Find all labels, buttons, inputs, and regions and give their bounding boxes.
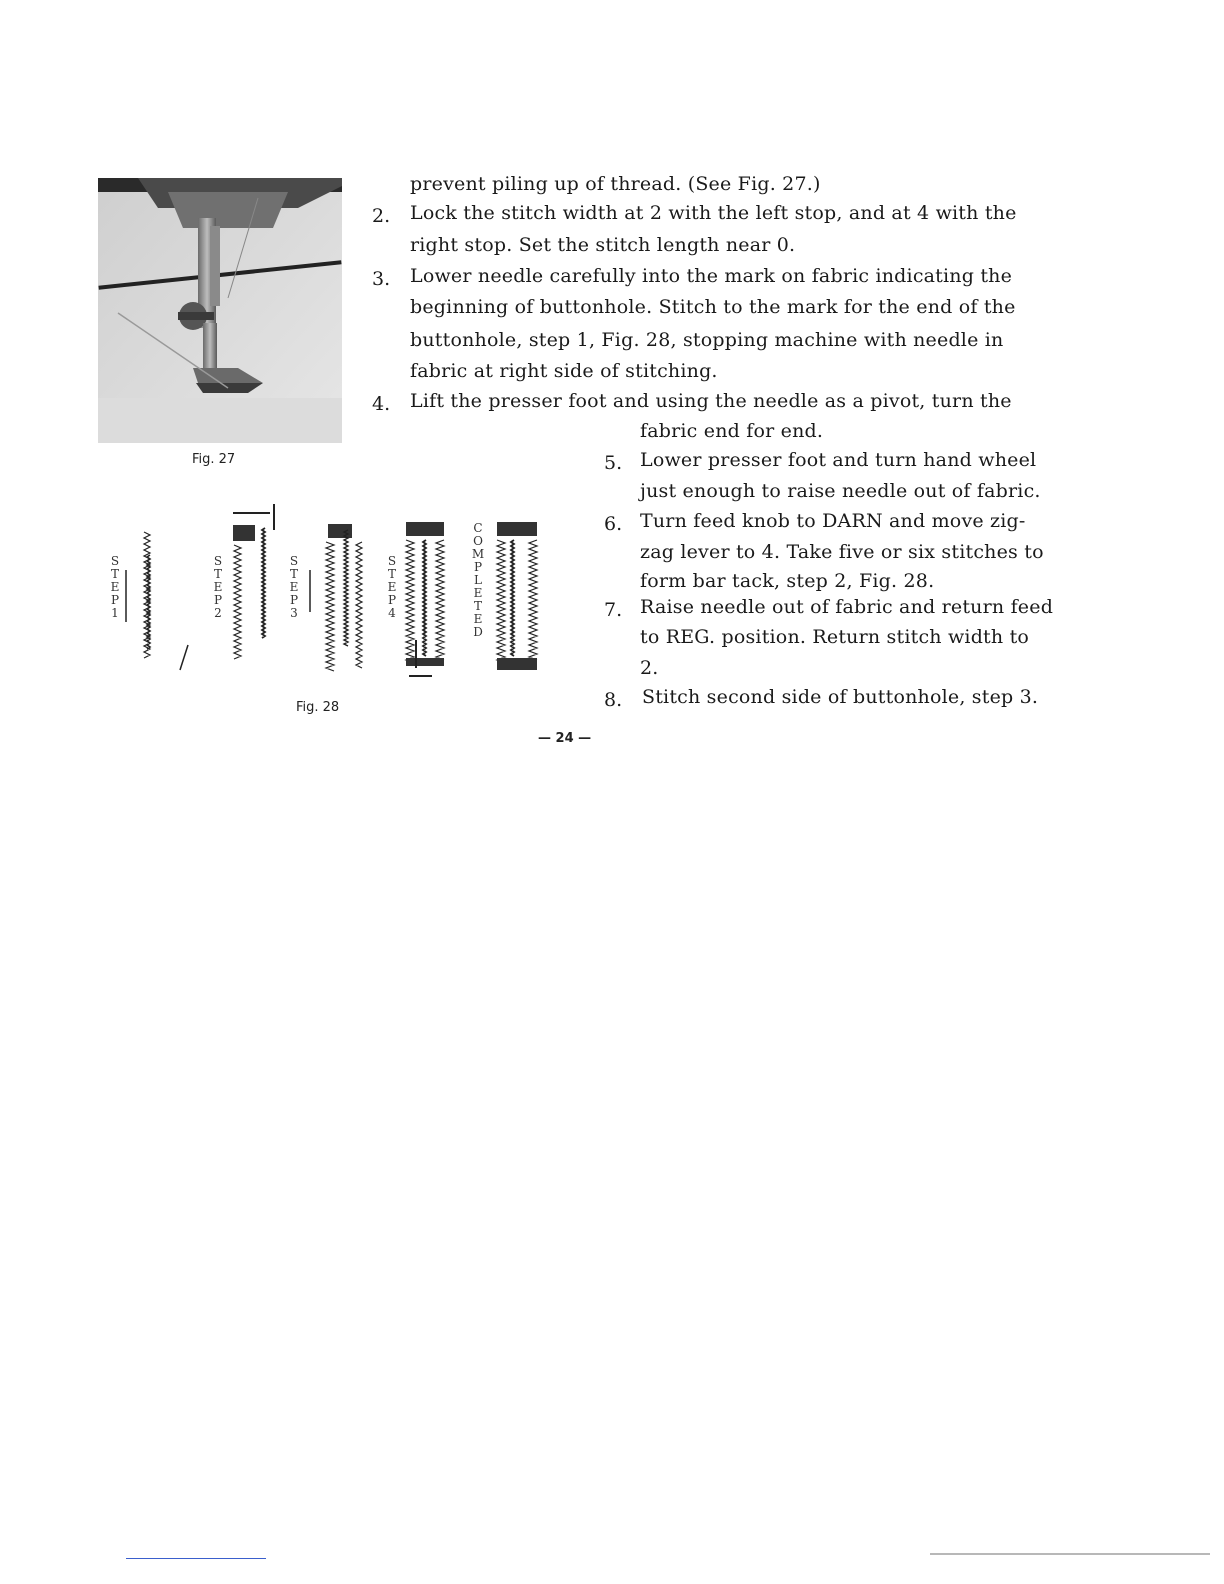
text-line: form bar tack, step 2, Fig. 28. <box>640 570 935 592</box>
fig28-diagram <box>100 500 550 695</box>
text-line: Lock the stitch width at 2 with the left stop, and at 4 with the <box>410 202 1017 224</box>
step2-stitches <box>233 504 274 659</box>
text-line: beginning of buttonhole. Stitch to the mark for the end of the <box>410 296 1016 318</box>
step3-label: S T E P 3 <box>289 554 299 620</box>
step-number: 5. <box>604 452 623 474</box>
step-number: 4. <box>372 393 391 415</box>
step-number: 2. <box>372 205 391 227</box>
text-line: Lower needle carefully into the mark on fabric indicating the <box>410 265 1013 287</box>
text-line: fabric end for end. <box>640 420 824 442</box>
step1-stitches <box>126 532 188 670</box>
page-number: — 24 — <box>538 731 592 746</box>
text-line: Stitch second side of buttonhole, step 3. <box>642 686 1039 708</box>
step4-label: S T E P 4 <box>387 554 397 620</box>
fig27-caption: Fig. 27 <box>192 452 236 467</box>
completed-label: C O M P L E T E D <box>471 521 485 639</box>
step4-stitches <box>406 522 444 676</box>
step1-label: S T E P 1 <box>110 554 120 620</box>
text-line: Raise needle out of fabric and return feed <box>640 596 1054 618</box>
step-number: 3. <box>372 268 391 290</box>
footer-rule-left <box>126 1558 266 1559</box>
step3-stitches <box>310 524 362 671</box>
text-line: just enough to raise needle out of fabric. <box>640 480 1041 502</box>
text-line: fabric at right side of stitching. <box>410 360 718 382</box>
step-number: 7. <box>604 599 623 621</box>
fig28-caption: Fig. 28 <box>296 700 340 715</box>
text-line: Lift the presser foot and using the needle as a pivot, turn the <box>410 390 1012 412</box>
step-number: 6. <box>604 513 623 535</box>
step-number: 8. <box>604 689 623 711</box>
footer-rule-right <box>930 1553 1210 1555</box>
text-line: zag lever to 4. Take five or six stitches to <box>640 541 1044 563</box>
text-line: right stop. Set the stitch length near 0. <box>410 234 796 256</box>
text-line: Lower presser foot and turn hand wheel <box>640 449 1037 471</box>
text-line: 2. <box>640 657 659 679</box>
step2-label: S T E P 2 <box>213 554 223 620</box>
completed-stitches <box>497 522 537 670</box>
fig27-photo <box>98 178 342 443</box>
text-line: to REG. position. Return stitch width to <box>640 626 1030 648</box>
text-line: buttonhole, step 1, Fig. 28, stopping machine with needle in <box>410 329 1004 351</box>
text-line: Turn feed knob to DARN and move zig- <box>640 510 1026 532</box>
text-line: prevent piling up of thread. (See Fig. 27.) <box>410 173 821 195</box>
